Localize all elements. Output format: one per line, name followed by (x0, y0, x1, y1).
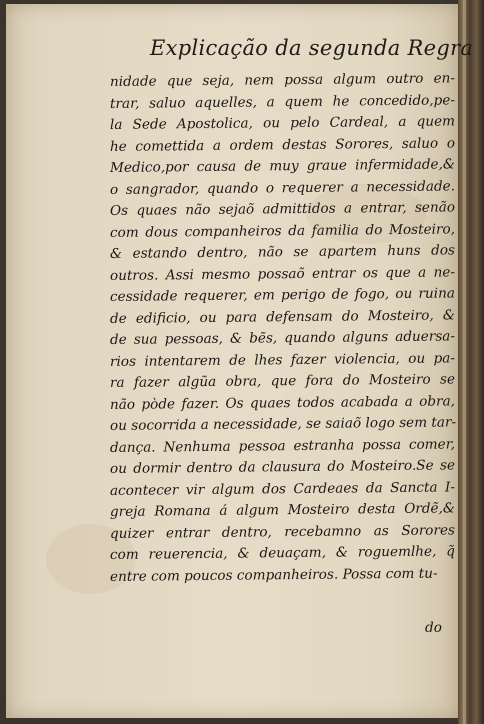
text-line: Os quaes não sejaõ admittidos a entrar, senão (109, 199, 456, 219)
text-line: de sua pessoas, & bẽs, quando alguns aduersa- (109, 328, 456, 348)
text-line: rios intentarem de lhes fazer violencia, ou pa- (109, 349, 456, 370)
text-line: entre com poucos companheiros. Possa com tu- (109, 565, 438, 585)
text-line: ra fazer algũa obra, que fora do Mosteiro se (109, 371, 456, 391)
text-line: ou dormir dentro da clausura do Mosteiro.Se se (109, 457, 456, 477)
catchword: do (425, 620, 442, 636)
text-line: o sangrador, quando o requerer a necessidade. (109, 177, 456, 198)
page-edge-highlight (463, 0, 466, 724)
next-page-edge (458, 0, 484, 724)
text-line: nidade que seja, nem possa algum outro en- (109, 70, 456, 90)
text-line: acontecer vir algum dos Cardeaes da Sancta I- (109, 478, 456, 499)
text-line: com dous companheiros da familia do Mosteiro, (109, 220, 456, 241)
text-line: la Sede Apostolica, ou pelo Cardeal, a quem (109, 113, 456, 133)
text-line: ou socorrida a necessidade, se saiaõ logo sem tar- (109, 414, 457, 434)
text-line: dança. Nenhuma pessoa estranha possa comer, (109, 435, 456, 456)
text-line: quizer entrar dentro, recebamno as Sorores (109, 521, 456, 542)
text-line: trar, saluo aquelles, a quem he concedido,pe- (109, 91, 456, 112)
text-line: Medico,por causa de muy graue infermidade,& (109, 156, 456, 176)
running-head: Explicação da segunda Regra (150, 36, 474, 60)
text-line: não pòde fazer. Os quaes todos acabada a obra, (109, 392, 456, 413)
text-line: com reuerencia, & deuaçam, & roguemlhe, q̃ (109, 543, 456, 563)
text-line: outros. Assi mesmo possaõ entrar os que a ne- (109, 263, 456, 284)
text-line: greja Romana á algum Mosteiro desta Ordẽ,& (109, 500, 456, 520)
body-text (110, 72, 455, 588)
text-line: he comettida a ordem destas Sorores, saluo o (109, 134, 456, 155)
text-line: de edificio, ou para defensam do Mosteiro, & (109, 306, 456, 327)
text-line: cessidade requerer, em perigo de fogo, ou ruina (109, 285, 456, 305)
text-line: & estando dentro, não se apartem huns dos (109, 242, 456, 262)
